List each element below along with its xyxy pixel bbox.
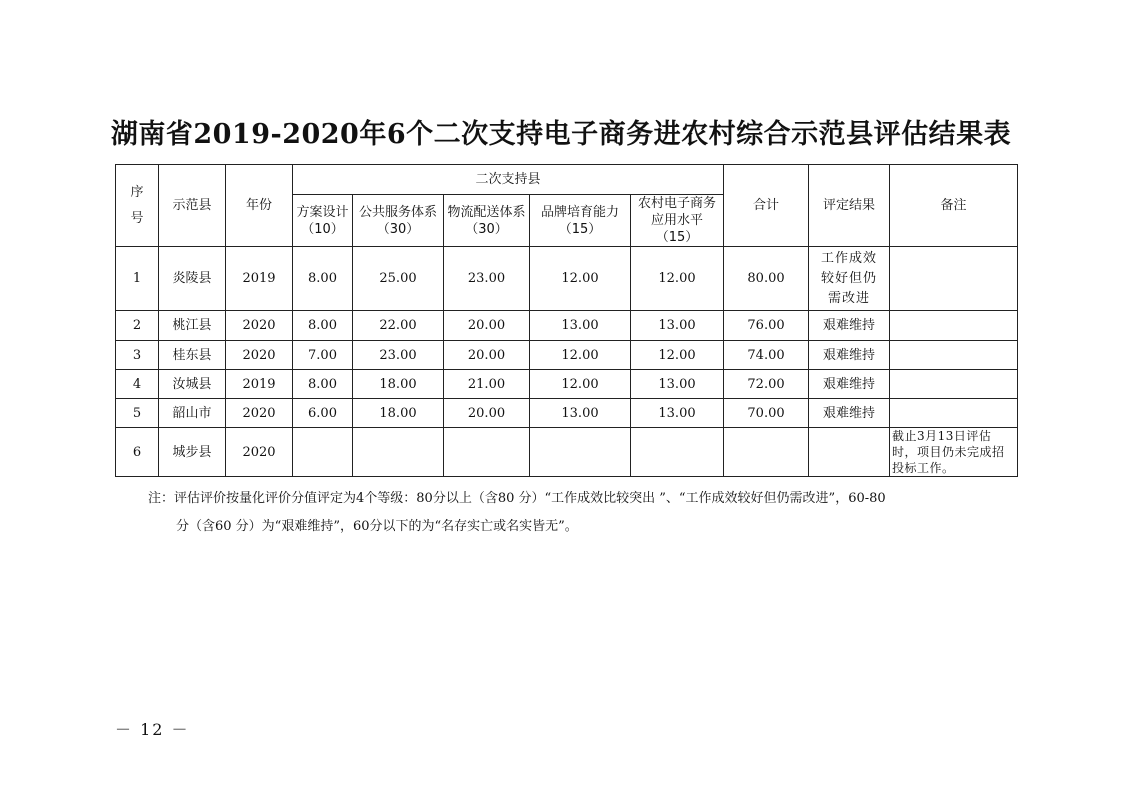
cell-no: 2 <box>116 311 159 341</box>
cell-year: 2019 <box>226 370 293 399</box>
table-notes <box>148 485 988 541</box>
cell-plan-design: 8.00 <box>293 311 353 341</box>
header-brand: 品牌培育能力（15） <box>530 195 631 247</box>
cell-result: 艰难维持 <box>809 399 890 428</box>
cell-result: 艰难维持 <box>809 370 890 399</box>
table-row <box>116 311 1018 341</box>
cell-total: 74.00 <box>724 341 809 370</box>
cell-year: 2019 <box>226 247 293 311</box>
cell-plan-design <box>293 428 353 477</box>
header-year: 年份 <box>226 165 293 247</box>
header-total: 合计 <box>724 165 809 247</box>
cell-public-service: 23.00 <box>353 341 444 370</box>
note-line-2: 分（含60 分）为“艰难维持”，60分以下的为“名存实亡或名实皆无”。 <box>176 519 578 534</box>
cell-county: 桃江县 <box>159 311 226 341</box>
cell-brand: 13.00 <box>530 311 631 341</box>
cell-county: 汝城县 <box>159 370 226 399</box>
cell-brand: 12.00 <box>530 370 631 399</box>
cell-ecommerce-level <box>631 428 724 477</box>
cell-public-service <box>353 428 444 477</box>
cell-brand: 12.00 <box>530 247 631 311</box>
cell-year: 2020 <box>226 341 293 370</box>
cell-county: 城步县 <box>159 428 226 477</box>
cell-public-service: 18.00 <box>353 370 444 399</box>
cell-county: 炎陵县 <box>159 247 226 311</box>
cell-logistics: 23.00 <box>444 247 530 311</box>
cell-total <box>724 428 809 477</box>
cell-no: 5 <box>116 399 159 428</box>
cell-remark <box>890 311 1018 341</box>
table-row <box>116 247 1018 311</box>
cell-brand <box>530 428 631 477</box>
cell-no: 3 <box>116 341 159 370</box>
evaluation-table <box>115 164 1018 477</box>
cell-result: 艰难维持 <box>809 311 890 341</box>
cell-remark <box>890 399 1018 428</box>
cell-county: 桂东县 <box>159 341 226 370</box>
cell-year: 2020 <box>226 428 293 477</box>
table-row <box>116 399 1018 428</box>
header-logistics: 物流配送体系（30） <box>444 195 530 247</box>
cell-year: 2020 <box>226 311 293 341</box>
header-county: 示范县 <box>159 165 226 247</box>
note-line-1: 注：评估评价按量化评价分值评定为4个等级：80分以上（含80 分）“工作成效比较突出 ”、“工作成效较好但仍需改进”，60-80 <box>148 491 886 506</box>
cell-public-service: 18.00 <box>353 399 444 428</box>
cell-result: 工作成效较好但仍需改进 <box>809 247 890 311</box>
cell-plan-design: 7.00 <box>293 341 353 370</box>
table-row <box>116 428 1018 477</box>
cell-plan-design: 6.00 <box>293 399 353 428</box>
cell-year: 2020 <box>226 399 293 428</box>
cell-no: 4 <box>116 370 159 399</box>
cell-remark <box>890 247 1018 311</box>
cell-remark <box>890 341 1018 370</box>
cell-result: 艰难维持 <box>809 341 890 370</box>
cell-public-service: 25.00 <box>353 247 444 311</box>
cell-ecommerce-level: 13.00 <box>631 399 724 428</box>
header-remark: 备注 <box>890 165 1018 247</box>
cell-ecommerce-level: 12.00 <box>631 247 724 311</box>
header-public-service: 公共服务体系（30） <box>353 195 444 247</box>
cell-ecommerce-level: 13.00 <box>631 370 724 399</box>
cell-remark <box>890 370 1018 399</box>
cell-county: 韶山市 <box>159 399 226 428</box>
page-title: 湖南省2019-2020年6个二次支持电子商务进农村综合示范县评估结果表 <box>110 119 1012 150</box>
header-result: 评定结果 <box>809 165 890 247</box>
cell-ecommerce-level: 13.00 <box>631 311 724 341</box>
cell-total: 72.00 <box>724 370 809 399</box>
cell-total: 80.00 <box>724 247 809 311</box>
cell-brand: 12.00 <box>530 341 631 370</box>
cell-result <box>809 428 890 477</box>
header-plan-design: 方案设计（10） <box>293 195 353 247</box>
cell-logistics <box>444 428 530 477</box>
header-ecommerce-level: 农村电子商务应用水平（15） <box>631 195 724 247</box>
header-index: 序号 <box>116 165 159 247</box>
cell-logistics: 20.00 <box>444 311 530 341</box>
cell-logistics: 20.00 <box>444 399 530 428</box>
cell-ecommerce-level: 12.00 <box>631 341 724 370</box>
cell-total: 76.00 <box>724 311 809 341</box>
cell-no: 1 <box>116 247 159 311</box>
page-number: － 12 － <box>115 720 190 739</box>
cell-logistics: 20.00 <box>444 341 530 370</box>
header-group: 二次支持县 <box>293 165 724 195</box>
cell-plan-design: 8.00 <box>293 370 353 399</box>
cell-plan-design: 8.00 <box>293 247 353 311</box>
cell-total: 70.00 <box>724 399 809 428</box>
cell-brand: 13.00 <box>530 399 631 428</box>
cell-no: 6 <box>116 428 159 477</box>
table-row <box>116 370 1018 399</box>
cell-logistics: 21.00 <box>444 370 530 399</box>
cell-public-service: 22.00 <box>353 311 444 341</box>
table-row <box>116 341 1018 370</box>
cell-remark: 截止3月13日评估时，项目仍未完成招投标工作。 <box>890 428 1018 477</box>
